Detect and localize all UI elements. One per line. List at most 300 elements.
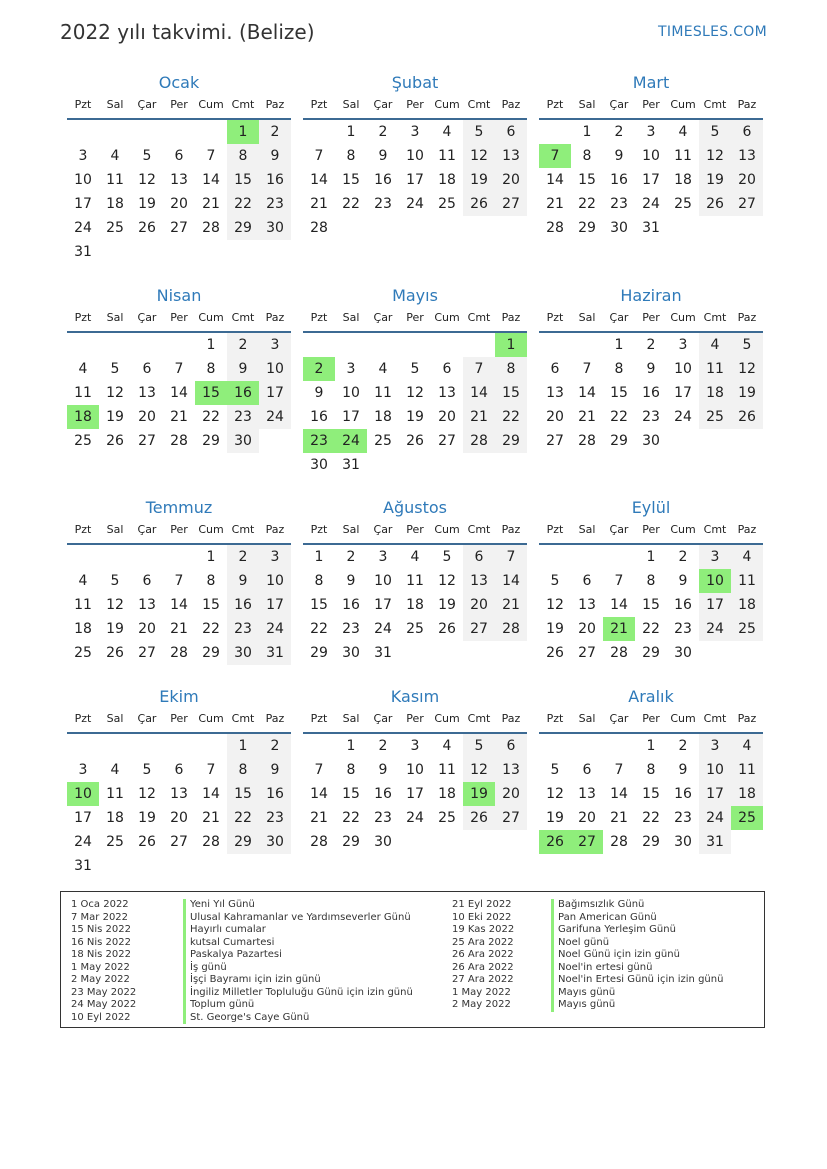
day-cell: 14	[463, 381, 495, 405]
day-cell: 12	[106, 385, 124, 401]
month-block	[67, 285, 291, 453]
day-cell: 26	[138, 834, 156, 850]
weekday-label: Cmt	[703, 98, 727, 111]
day-cell: 13	[495, 144, 527, 168]
weekday-label: Paz	[265, 523, 285, 536]
weekday-header	[539, 519, 763, 545]
day-cell: 23	[342, 621, 360, 637]
day-cell: 29	[227, 830, 259, 854]
day-cell: 17	[699, 782, 731, 806]
day-cell: 18	[699, 381, 731, 405]
day-cell: 26	[731, 405, 763, 429]
month-block	[303, 497, 527, 665]
day-cell: 17	[374, 597, 392, 613]
day-cell: 14	[202, 172, 220, 188]
day-cell: 31	[74, 244, 92, 260]
day-cell: 13	[138, 597, 156, 613]
holiday-name: Noel günü	[551, 937, 723, 950]
day-cell: 5	[142, 762, 152, 778]
empty-cell	[131, 545, 163, 569]
day-cell: 21	[202, 810, 220, 826]
day-cell: 31	[342, 457, 360, 473]
day-cell: 8	[346, 148, 356, 164]
day-cell: 10	[674, 361, 692, 377]
empty-cell	[99, 734, 131, 758]
holiday-name: Hayırlı cumalar	[183, 924, 413, 937]
day-cell: 20	[438, 409, 456, 425]
day-cell: 20	[495, 168, 527, 192]
day-cell: 12	[463, 144, 495, 168]
day-cell: 4	[731, 734, 763, 758]
weekday-label: Paz	[501, 712, 521, 725]
weekday-label: Sal	[578, 523, 596, 536]
day-cell: 1	[314, 549, 324, 565]
day-cell: 27	[495, 192, 527, 216]
day-cell: 5	[699, 120, 731, 144]
empty-cell	[431, 333, 463, 357]
day-cell: 17	[259, 381, 291, 405]
day-cell: 28	[310, 220, 328, 236]
day-cell: 6	[731, 120, 763, 144]
weekday-label: Cmt	[467, 98, 491, 111]
empty-cell	[67, 545, 99, 569]
day-cell: 12	[699, 144, 731, 168]
holiday-date: 24 May 2022	[71, 999, 137, 1010]
weekday-label: Paz	[501, 98, 521, 111]
day-cell: 13	[731, 144, 763, 168]
day-cell: 20	[578, 810, 596, 826]
day-cell: 7	[174, 573, 184, 589]
month-block	[539, 72, 763, 240]
day-cell: 23	[674, 621, 692, 637]
month-name: Eylül	[631, 498, 671, 517]
weekday-label: Cum	[434, 98, 460, 111]
legend-names-col-2	[551, 899, 723, 1012]
day-cell: 2	[227, 333, 259, 357]
day-cell: 3	[259, 333, 291, 357]
holiday-name: Noel'in Ertesi Günü için izin günü	[551, 974, 723, 987]
day-cell: 6	[582, 762, 592, 778]
day-cell: 21	[202, 196, 220, 212]
day-cell: 17	[74, 196, 92, 212]
month-name: Ocak	[158, 73, 200, 92]
day-cell: 7	[206, 762, 216, 778]
day-cell: 24	[699, 806, 731, 830]
day-cell: 24	[674, 409, 692, 425]
day-cell: 24	[74, 834, 92, 850]
day-cell: 27	[731, 192, 763, 216]
day-cell: 5	[410, 361, 420, 377]
day-cell: 18	[438, 786, 456, 802]
empty-cell	[303, 120, 335, 144]
day-cell: 6	[174, 762, 184, 778]
empty-cell	[163, 120, 195, 144]
day-cell: 16	[227, 593, 259, 617]
holiday-name: İngiliz Milletler Topluluğu Günü için izin günü	[183, 987, 413, 1000]
holiday-name: Yeni Yıl Günü	[183, 899, 413, 912]
day-cell: 10	[699, 758, 731, 782]
weekday-label: Cmt	[467, 712, 491, 725]
month-name: Mart	[632, 73, 670, 92]
month-block	[539, 497, 763, 665]
weekday-label: Çar	[373, 98, 393, 111]
month-block	[303, 285, 527, 477]
day-cell: 17	[674, 385, 692, 401]
day-cell: 8	[206, 573, 216, 589]
day-cell: 18	[438, 172, 456, 188]
day-cell: 19	[138, 196, 156, 212]
day-cell: 5	[463, 120, 495, 144]
day-cell: 20	[170, 810, 188, 826]
day-cell: 17	[642, 172, 660, 188]
day-cell: 11	[731, 569, 763, 593]
empty-cell	[539, 734, 571, 758]
holiday-day-cell: 2	[303, 357, 335, 381]
day-cell: 6	[550, 361, 560, 377]
weekday-label: Per	[170, 523, 188, 536]
day-cell: 27	[438, 433, 456, 449]
day-cell: 6	[463, 545, 495, 569]
weekday-label: Sal	[342, 523, 360, 536]
day-cell: 16	[674, 786, 692, 802]
weekday-label: Per	[406, 311, 424, 324]
day-cell: 10	[406, 762, 424, 778]
empty-cell	[99, 545, 131, 569]
weekday-header	[303, 307, 527, 333]
day-cell: 25	[106, 220, 124, 236]
holiday-date: 2 May 2022	[452, 999, 511, 1010]
day-cell: 15	[642, 597, 660, 613]
day-cell: 8	[346, 762, 356, 778]
empty-cell	[99, 333, 131, 357]
holiday-name: Noel Günü için izin günü	[551, 949, 723, 962]
day-cell: 29	[610, 433, 628, 449]
holiday-date: 7 Mar 2022	[71, 911, 129, 923]
day-cell: 22	[495, 405, 527, 429]
day-cell: 24	[374, 621, 392, 637]
day-cell: 7	[614, 762, 624, 778]
day-cell: 13	[495, 758, 527, 782]
day-cell: 18	[106, 810, 124, 826]
holiday-date: 19 Kas 2022	[452, 924, 515, 935]
empty-cell	[539, 545, 571, 569]
day-cell: 19	[731, 381, 763, 405]
day-cell: 22	[610, 409, 628, 425]
day-cell: 10	[374, 573, 392, 589]
day-cell: 30	[610, 220, 628, 236]
day-cell: 4	[78, 573, 88, 589]
day-cell: 2	[678, 738, 688, 754]
day-cell: 18	[731, 593, 763, 617]
day-grid	[539, 120, 763, 240]
weekday-label: Cmt	[231, 523, 255, 536]
day-cell: 26	[699, 192, 731, 216]
day-cell: 17	[699, 593, 731, 617]
weekday-label: Pzt	[310, 712, 328, 725]
day-cell: 19	[463, 168, 495, 192]
holiday-day-cell: 7	[539, 144, 571, 168]
weekday-header	[67, 519, 291, 545]
day-cell: 8	[314, 573, 324, 589]
day-cell: 2	[259, 734, 291, 758]
holiday-day-cell: 10	[67, 782, 99, 806]
day-cell: 16	[610, 172, 628, 188]
day-grid	[67, 333, 291, 453]
day-cell: 8	[614, 361, 624, 377]
day-cell: 4	[442, 738, 452, 754]
weekday-label: Cmt	[231, 311, 255, 324]
empty-cell	[571, 333, 603, 357]
day-cell: 20	[731, 168, 763, 192]
empty-cell	[131, 734, 163, 758]
day-cell: 10	[74, 172, 92, 188]
weekday-header	[67, 307, 291, 333]
holiday-name: Mayıs günü	[551, 987, 723, 1000]
weekday-label: Çar	[609, 311, 629, 324]
day-cell: 10	[406, 148, 424, 164]
holiday-name: Pan American Günü	[551, 912, 723, 925]
holiday-name: İş günü	[183, 962, 413, 975]
day-cell: 3	[699, 545, 731, 569]
month-block	[67, 72, 291, 264]
day-grid	[539, 545, 763, 665]
day-cell: 3	[699, 734, 731, 758]
day-cell: 9	[678, 762, 688, 778]
day-cell: 25	[438, 810, 456, 826]
site-logo[interactable]: TIMESLES.COM	[658, 24, 767, 40]
day-cell: 8	[206, 361, 216, 377]
day-cell: 21	[310, 196, 328, 212]
weekday-label: Cum	[670, 523, 696, 536]
empty-cell	[67, 734, 99, 758]
weekday-label: Çar	[373, 523, 393, 536]
empty-cell	[539, 120, 571, 144]
day-cell: 28	[170, 433, 188, 449]
day-cell: 16	[259, 782, 291, 806]
day-grid	[303, 333, 527, 477]
day-cell: 1	[582, 124, 592, 140]
day-cell: 27	[578, 645, 596, 661]
weekday-label: Pzt	[546, 523, 564, 536]
day-cell: 19	[699, 168, 731, 192]
day-cell: 26	[463, 192, 495, 216]
holiday-name: Mayıs günü	[551, 999, 723, 1012]
holiday-day-cell: 19	[463, 782, 495, 806]
day-cell: 12	[463, 758, 495, 782]
day-cell: 29	[578, 220, 596, 236]
day-cell: 22	[642, 810, 660, 826]
day-cell: 4	[378, 361, 388, 377]
day-cell: 10	[259, 569, 291, 593]
weekday-label: Çar	[373, 311, 393, 324]
empty-cell	[163, 545, 195, 569]
day-cell: 19	[546, 810, 564, 826]
day-cell: 14	[170, 385, 188, 401]
day-cell: 1	[614, 337, 624, 353]
day-cell: 29	[202, 433, 220, 449]
day-cell: 15	[642, 786, 660, 802]
weekday-header	[539, 307, 763, 333]
day-cell: 31	[699, 830, 731, 854]
day-cell: 8	[646, 762, 656, 778]
day-cell: 24	[406, 196, 424, 212]
day-cell: 12	[438, 573, 456, 589]
day-cell: 17	[74, 810, 92, 826]
day-cell: 18	[106, 196, 124, 212]
holiday-date: 15 Nis 2022	[71, 924, 131, 935]
weekday-label: Paz	[737, 712, 757, 725]
empty-cell	[303, 333, 335, 357]
month-name: Kasım	[390, 687, 440, 706]
day-cell: 9	[378, 148, 388, 164]
day-cell: 26	[406, 433, 424, 449]
holiday-name: kutsal Cumartesi	[183, 937, 413, 950]
weekday-header	[303, 94, 527, 120]
day-cell: 2	[378, 124, 388, 140]
day-cell: 28	[610, 834, 628, 850]
day-cell: 24	[406, 810, 424, 826]
weekday-header	[539, 708, 763, 734]
empty-cell	[603, 734, 635, 758]
weekday-label: Cmt	[467, 311, 491, 324]
day-cell: 27	[495, 806, 527, 830]
day-cell: 31	[259, 641, 291, 665]
day-cell: 9	[646, 361, 656, 377]
weekday-label: Paz	[265, 98, 285, 111]
day-cell: 1	[346, 738, 356, 754]
day-cell: 22	[310, 621, 328, 637]
weekday-label: Çar	[137, 311, 157, 324]
holiday-day-cell: 1	[227, 120, 259, 144]
weekday-label: Pzt	[546, 712, 564, 725]
day-cell: 14	[202, 786, 220, 802]
weekday-label: Cmt	[703, 712, 727, 725]
day-cell: 14	[495, 569, 527, 593]
day-cell: 28	[463, 429, 495, 453]
weekday-label: Sal	[106, 311, 124, 324]
day-cell: 5	[110, 361, 120, 377]
month-block	[67, 686, 291, 878]
empty-cell	[539, 333, 571, 357]
holiday-date: 26 Ara 2022	[452, 949, 514, 960]
day-cell: 13	[578, 786, 596, 802]
weekday-label: Sal	[578, 98, 596, 111]
day-cell: 25	[699, 405, 731, 429]
day-cell: 12	[106, 597, 124, 613]
day-cell: 25	[674, 196, 692, 212]
weekday-label: Pzt	[310, 98, 328, 111]
day-grid	[67, 120, 291, 264]
weekday-label: Per	[170, 98, 188, 111]
day-cell: 24	[699, 617, 731, 641]
weekday-label: Per	[406, 712, 424, 725]
holiday-day-cell: 15	[195, 381, 227, 405]
day-cell: 30	[259, 830, 291, 854]
day-cell: 19	[438, 597, 456, 613]
day-cell: 8	[495, 357, 527, 381]
day-cell: 14	[610, 786, 628, 802]
empty-cell	[163, 734, 195, 758]
day-cell: 5	[442, 549, 452, 565]
day-cell: 17	[259, 593, 291, 617]
day-cell: 26	[438, 621, 456, 637]
day-cell: 18	[374, 409, 392, 425]
weekday-header	[539, 94, 763, 120]
day-cell: 4	[110, 148, 120, 164]
day-cell: 29	[202, 645, 220, 661]
day-cell: 29	[310, 645, 328, 661]
weekday-label: Per	[170, 311, 188, 324]
holiday-day-cell: 23	[303, 429, 335, 453]
day-cell: 25	[374, 433, 392, 449]
day-cell: 1	[206, 549, 216, 565]
holiday-date: 1 May 2022	[71, 961, 130, 973]
weekday-label: Per	[406, 98, 424, 111]
day-cell: 22	[202, 409, 220, 425]
day-cell: 31	[74, 858, 92, 874]
day-cell: 12	[406, 385, 424, 401]
day-cell: 28	[495, 617, 527, 641]
weekday-label: Cum	[434, 712, 460, 725]
day-cell: 11	[731, 758, 763, 782]
empty-cell	[67, 333, 99, 357]
day-cell: 4	[699, 333, 731, 357]
day-cell: 29	[642, 645, 660, 661]
weekday-label: Pzt	[546, 98, 564, 111]
holiday-date: 21 Eyl 2022	[452, 899, 512, 910]
weekday-label: Sal	[342, 712, 360, 725]
day-cell: 30	[310, 457, 328, 473]
day-cell: 12	[138, 172, 156, 188]
weekday-label: Cum	[670, 712, 696, 725]
day-cell: 2	[614, 124, 624, 140]
day-cell: 11	[406, 573, 424, 589]
day-cell: 25	[74, 433, 92, 449]
empty-cell	[99, 120, 131, 144]
day-cell: 14	[610, 597, 628, 613]
holiday-day-cell: 21	[603, 617, 635, 641]
day-cell: 20	[463, 593, 495, 617]
day-cell: 22	[642, 621, 660, 637]
day-cell: 18	[674, 172, 692, 188]
weekday-label: Çar	[373, 712, 393, 725]
day-cell: 14	[546, 172, 564, 188]
day-cell: 23	[642, 409, 660, 425]
day-cell: 23	[227, 405, 259, 429]
day-cell: 20	[578, 621, 596, 637]
holiday-name: St. George's Caye Günü	[183, 1012, 413, 1025]
day-cell: 16	[642, 385, 660, 401]
day-cell: 15	[495, 381, 527, 405]
day-cell: 21	[495, 593, 527, 617]
day-cell: 22	[342, 196, 360, 212]
day-cell: 22	[202, 621, 220, 637]
weekday-label: Cum	[198, 523, 224, 536]
day-cell: 9	[259, 758, 291, 782]
day-cell: 7	[314, 762, 324, 778]
empty-cell	[131, 120, 163, 144]
day-cell: 3	[346, 361, 356, 377]
month-name: Mayıs	[392, 286, 438, 305]
day-cell: 16	[374, 786, 392, 802]
day-cell: 15	[227, 168, 259, 192]
day-cell: 17	[406, 172, 424, 188]
day-cell: 30	[674, 645, 692, 661]
day-cell: 8	[227, 144, 259, 168]
day-cell: 26	[106, 433, 124, 449]
day-cell: 27	[138, 433, 156, 449]
holiday-date: 1 May 2022	[452, 986, 511, 998]
